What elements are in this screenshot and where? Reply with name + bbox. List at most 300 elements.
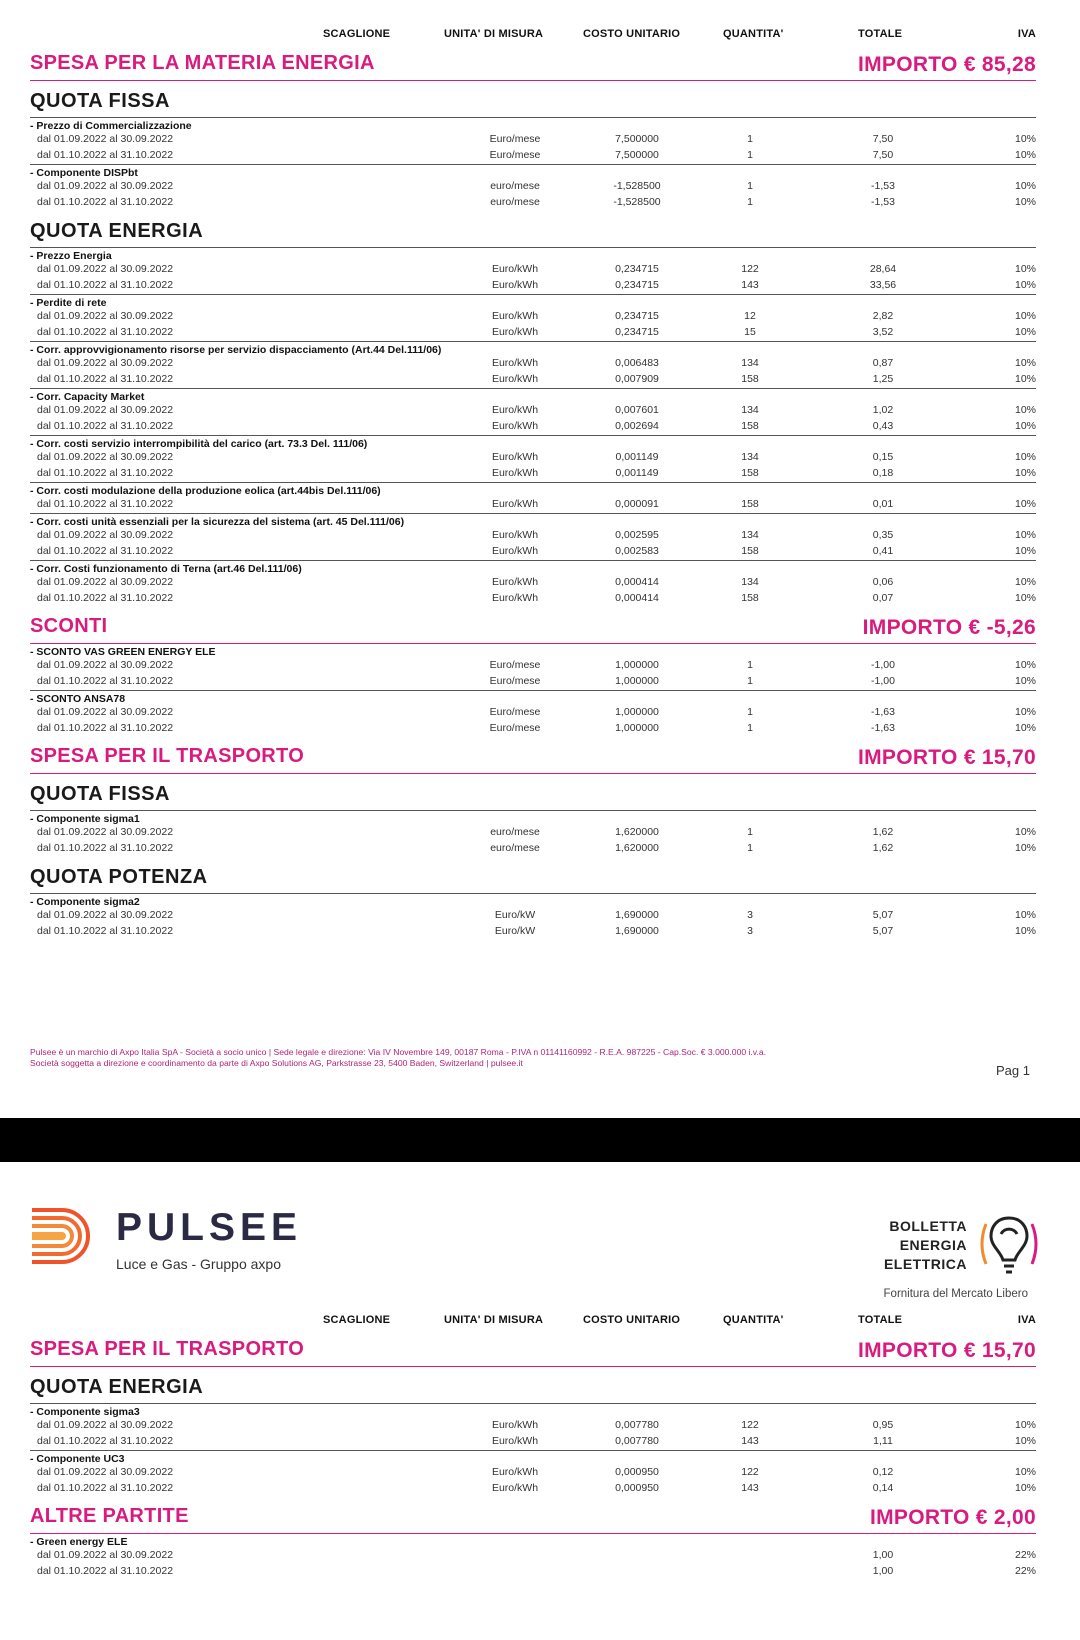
row-unita: Euro/kW bbox=[494, 909, 536, 921]
row-periodo: dal 01.10.2022 al 31.10.2022 bbox=[37, 326, 174, 338]
row-costo: 0,000414 bbox=[615, 592, 659, 604]
row-iva: 10% bbox=[1014, 420, 1036, 432]
row-totale: 0,41 bbox=[872, 545, 894, 557]
brand-tagline bbox=[116, 1256, 281, 1272]
row-costo: 0,001149 bbox=[615, 467, 659, 479]
row-totale: 1,11 bbox=[873, 1435, 893, 1447]
row-periodo: dal 01.09.2022 al 30.09.2022 bbox=[37, 909, 174, 921]
row-periodo: dal 01.10.2022 al 31.10.2022 bbox=[37, 592, 174, 604]
table-row bbox=[30, 179, 1036, 195]
row-unita: Euro/kWh bbox=[491, 1482, 539, 1494]
row-totale: 1,00 bbox=[872, 1565, 894, 1577]
row-unita: Euro/mese bbox=[489, 675, 541, 687]
row-quantita: 158 bbox=[741, 467, 759, 479]
row-unita: euro/mese bbox=[490, 826, 540, 838]
line-item-label: - Corr. costi unità essenziali per la sicurezza del sistema (art. 45 Del.111/06) bbox=[30, 516, 405, 528]
row-iva: 10% bbox=[1014, 279, 1036, 291]
section-amount: IMPORTO € -5,26 bbox=[862, 616, 1036, 639]
row-costo: 0,007909 bbox=[615, 373, 659, 385]
line-item-label: - Componente sigma1 bbox=[30, 813, 140, 825]
row-totale: 28,64 bbox=[869, 263, 897, 275]
row-costo: 1,000000 bbox=[615, 706, 659, 718]
row-costo: 1,000000 bbox=[615, 659, 659, 671]
row-unita: euro/mese bbox=[490, 180, 540, 192]
table-row bbox=[30, 403, 1036, 419]
row-periodo: dal 01.09.2022 al 30.09.2022 bbox=[37, 706, 174, 718]
row-costo: 0,000950 bbox=[615, 1466, 659, 1478]
row-unita: Euro/kWh bbox=[491, 529, 539, 541]
row-periodo: dal 01.10.2022 al 31.10.2022 bbox=[37, 373, 174, 385]
row-quantita: 1 bbox=[747, 706, 753, 718]
row-costo: -1,528500 bbox=[613, 180, 661, 192]
col-totale: TOTALE bbox=[858, 28, 903, 40]
row-periodo: dal 01.10.2022 al 31.10.2022 bbox=[37, 279, 174, 291]
line-item-group bbox=[30, 644, 1036, 691]
row-periodo: dal 01.10.2022 al 31.10.2022 bbox=[37, 196, 174, 208]
section-amount: IMPORTO € 15,70 bbox=[857, 746, 1036, 769]
item-groups bbox=[30, 248, 1036, 607]
table-row bbox=[30, 278, 1036, 294]
table-row bbox=[30, 325, 1036, 341]
table-row bbox=[30, 1548, 1036, 1564]
row-periodo: dal 01.10.2022 al 31.10.2022 bbox=[37, 545, 174, 557]
row-unita: Euro/kWh bbox=[491, 1466, 539, 1478]
row-costo: 0,000091 bbox=[615, 498, 659, 510]
line-item-label: - Corr. costi modulazione della produzione eolica (art.44bis Del.111/06) bbox=[30, 485, 381, 497]
row-quantita: 134 bbox=[741, 357, 759, 369]
row-quantita: 158 bbox=[741, 498, 759, 510]
row-iva: 10% bbox=[1014, 451, 1036, 463]
row-costo: 0,002595 bbox=[615, 529, 659, 541]
section-header bbox=[30, 1330, 1036, 1367]
row-costo: 0,007601 bbox=[615, 404, 659, 416]
row-quantita: 143 bbox=[741, 1482, 759, 1494]
row-unita: Euro/kWh bbox=[491, 310, 539, 322]
row-iva: 10% bbox=[1014, 1435, 1036, 1447]
table-row bbox=[30, 195, 1036, 211]
row-iva: 10% bbox=[1014, 925, 1036, 937]
row-quantita: 1 bbox=[747, 675, 753, 687]
line-item-group bbox=[30, 436, 1036, 483]
table-row bbox=[30, 841, 1036, 857]
subsection-header bbox=[30, 211, 1036, 248]
item-groups bbox=[30, 118, 1036, 211]
row-quantita: 1 bbox=[747, 722, 753, 734]
row-iva: 10% bbox=[1014, 498, 1036, 510]
col-iva: IVA bbox=[1017, 28, 1036, 40]
bill-title-line-3: ELETTRICA bbox=[883, 1256, 967, 1272]
row-costo: 0,007780 bbox=[615, 1435, 659, 1447]
row-unita: Euro/kWh bbox=[491, 467, 539, 479]
item-groups bbox=[30, 644, 1036, 737]
row-iva: 10% bbox=[1014, 1419, 1036, 1431]
page-2-sections bbox=[30, 1330, 1036, 1580]
section-header bbox=[30, 1497, 1036, 1534]
legal-footer bbox=[30, 1047, 1030, 1069]
table-row bbox=[30, 1434, 1036, 1450]
row-iva: 22% bbox=[1014, 1565, 1036, 1577]
row-costo: 1,000000 bbox=[615, 722, 659, 734]
line-item-group bbox=[30, 165, 1036, 211]
row-quantita: 158 bbox=[741, 545, 759, 557]
col-quantita: QUANTITA' bbox=[723, 28, 784, 40]
page-1-sections bbox=[30, 44, 1036, 940]
row-costo: 0,002583 bbox=[615, 545, 659, 557]
row-periodo: dal 01.10.2022 al 31.10.2022 bbox=[37, 498, 174, 510]
footer-line-1: Pulsee è un marchio di Axpo Italia SpA - Società a socio unico | Sede legale e direzione: Via IV Novembre 149, 00187 Roma - P.IVA n 01141160992 - R.E.A. 987225 - Cap.Soc. € 3.000.000 i.v.a. bbox=[30, 1047, 767, 1057]
row-unita: Euro/kWh bbox=[491, 498, 539, 510]
table-row bbox=[30, 309, 1036, 325]
col-unita: UNITA' DI MISURA bbox=[444, 28, 544, 40]
brand-name: PULSEE bbox=[116, 1206, 303, 1249]
row-quantita: 134 bbox=[741, 529, 759, 541]
row-totale: 5,07 bbox=[872, 909, 894, 921]
row-unita: Euro/kWh bbox=[491, 576, 539, 588]
line-item-group bbox=[30, 389, 1036, 436]
col-quantita: QUANTITA' bbox=[723, 1314, 784, 1326]
row-iva: 10% bbox=[1014, 722, 1036, 734]
row-costo: 0,234715 bbox=[615, 279, 659, 291]
row-unita: Euro/mese bbox=[489, 722, 541, 734]
table-row bbox=[30, 148, 1036, 164]
row-costo: 0,000414 bbox=[615, 576, 659, 588]
subsection-header bbox=[30, 1367, 1036, 1404]
row-iva: 10% bbox=[1014, 373, 1036, 385]
row-periodo: dal 01.10.2022 al 31.10.2022 bbox=[37, 722, 174, 734]
row-iva: 10% bbox=[1014, 545, 1036, 557]
row-quantita: 1 bbox=[747, 842, 753, 854]
col-costo: COSTO UNITARIO bbox=[583, 1314, 681, 1326]
row-unita: Euro/mese bbox=[489, 659, 541, 671]
row-iva: 10% bbox=[1014, 576, 1036, 588]
section-title: SPESA PER IL TRASPORTO bbox=[30, 1338, 305, 1360]
row-iva: 10% bbox=[1014, 706, 1036, 718]
row-iva: 10% bbox=[1014, 467, 1036, 479]
table-row bbox=[30, 721, 1036, 737]
page-number: Pag 1 bbox=[996, 1063, 1030, 1078]
row-iva: 10% bbox=[1014, 196, 1036, 208]
row-iva: 10% bbox=[1014, 1466, 1036, 1478]
section-header bbox=[30, 607, 1036, 644]
row-totale: 0,14 bbox=[872, 1482, 894, 1494]
table-row bbox=[30, 262, 1036, 278]
row-unita: Euro/kWh bbox=[491, 279, 539, 291]
table-row bbox=[30, 591, 1036, 607]
line-item-group bbox=[30, 514, 1036, 561]
line-item-label: - SCONTO VAS GREEN ENERGY ELE bbox=[30, 646, 216, 658]
row-iva: 10% bbox=[1014, 909, 1036, 921]
row-quantita: 1 bbox=[747, 180, 753, 192]
lightbulb-icon bbox=[974, 1212, 1044, 1283]
line-item-label: - Corr. Costi funzionamento di Terna (art.46 Del.111/06) bbox=[30, 563, 302, 575]
subsection-title: QUOTA FISSA bbox=[30, 783, 170, 805]
row-costo: 0,000950 bbox=[615, 1482, 659, 1494]
row-iva: 10% bbox=[1014, 659, 1036, 671]
row-quantita: 12 bbox=[744, 310, 756, 322]
subsection-header bbox=[30, 774, 1036, 811]
col-totale: TOTALE bbox=[858, 1314, 903, 1326]
row-iva: 10% bbox=[1014, 133, 1036, 145]
line-item-group bbox=[30, 483, 1036, 514]
subsection-title: QUOTA ENERGIA bbox=[30, 220, 204, 242]
row-unita: Euro/kWh bbox=[491, 420, 539, 432]
row-quantita: 122 bbox=[741, 263, 759, 275]
row-totale: -1,00 bbox=[871, 675, 895, 687]
row-quantita: 15 bbox=[744, 326, 756, 338]
row-totale: 2,82 bbox=[872, 310, 894, 322]
row-totale: -1,00 bbox=[871, 659, 895, 671]
line-item-label: - Componente UC3 bbox=[30, 1453, 125, 1465]
bill-title-line-1: BOLLETTA bbox=[889, 1218, 967, 1234]
row-periodo: dal 01.09.2022 al 30.09.2022 bbox=[37, 133, 174, 145]
bill-page-2 bbox=[0, 1162, 1080, 1640]
row-costo: 1,620000 bbox=[615, 826, 659, 838]
row-totale: 0,18 bbox=[872, 467, 894, 479]
row-quantita: 1 bbox=[747, 826, 753, 838]
row-iva: 10% bbox=[1014, 675, 1036, 687]
row-periodo: dal 01.09.2022 al 30.09.2022 bbox=[37, 1466, 174, 1478]
market-label: Fornitura del Mercato Libero bbox=[883, 1288, 1028, 1300]
row-unita: Euro/kW bbox=[494, 925, 536, 937]
row-costo: 0,234715 bbox=[615, 326, 659, 338]
section-title: SPESA PER IL TRASPORTO bbox=[30, 745, 305, 767]
table-row bbox=[30, 658, 1036, 674]
row-totale: 33,56 bbox=[869, 279, 897, 291]
row-quantita: 134 bbox=[741, 576, 759, 588]
subsection-title: QUOTA POTENZA bbox=[30, 866, 208, 888]
row-costo: 7,500000 bbox=[615, 133, 659, 145]
line-item-label: - Perdite di rete bbox=[30, 297, 107, 309]
line-item-group bbox=[30, 248, 1036, 295]
row-periodo: dal 01.09.2022 al 30.09.2022 bbox=[37, 357, 174, 369]
row-totale: -1,63 bbox=[871, 722, 895, 734]
row-quantita: 1 bbox=[747, 659, 753, 671]
row-totale: 0,01 bbox=[872, 498, 894, 510]
row-periodo: dal 01.10.2022 al 31.10.2022 bbox=[37, 149, 174, 161]
row-iva: 10% bbox=[1014, 842, 1036, 854]
section-amount: IMPORTO € 85,28 bbox=[857, 53, 1036, 76]
table-row bbox=[30, 908, 1036, 924]
line-item-label: - Prezzo Energia bbox=[30, 250, 112, 262]
table-row bbox=[30, 544, 1036, 560]
row-periodo: dal 01.09.2022 al 30.09.2022 bbox=[37, 529, 174, 541]
bill-title bbox=[884, 1217, 967, 1274]
row-totale: -1,53 bbox=[871, 196, 895, 208]
row-unita: Euro/kWh bbox=[491, 404, 539, 416]
line-item-label: - Componente DISPbt bbox=[30, 167, 138, 179]
row-costo: 0,001149 bbox=[615, 451, 659, 463]
row-periodo: dal 01.10.2022 al 31.10.2022 bbox=[37, 1565, 174, 1577]
row-quantita: 1 bbox=[747, 149, 753, 161]
bill-title-line-2: ENERGIA bbox=[899, 1237, 967, 1253]
line-item-group bbox=[30, 691, 1036, 737]
row-periodo: dal 01.09.2022 al 30.09.2022 bbox=[37, 404, 174, 416]
row-costo: 1,620000 bbox=[615, 842, 659, 854]
row-totale: 0,07 bbox=[872, 592, 894, 604]
table-row bbox=[30, 674, 1036, 690]
row-quantita: 3 bbox=[747, 909, 753, 921]
row-iva: 10% bbox=[1014, 326, 1036, 338]
row-totale: 0,15 bbox=[872, 451, 894, 463]
row-quantita: 122 bbox=[741, 1466, 759, 1478]
section-title: SPESA PER LA MATERIA ENERGIA bbox=[30, 52, 375, 74]
line-item-group bbox=[30, 811, 1036, 857]
section-title: SCONTI bbox=[30, 615, 108, 637]
item-groups bbox=[30, 894, 1036, 940]
subsection-header bbox=[30, 857, 1036, 894]
section-amount: IMPORTO € 2,00 bbox=[869, 1506, 1036, 1529]
row-periodo: dal 01.10.2022 al 31.10.2022 bbox=[37, 1435, 174, 1447]
section-header bbox=[30, 44, 1036, 81]
row-totale: 0,12 bbox=[872, 1466, 894, 1478]
row-periodo: dal 01.09.2022 al 30.09.2022 bbox=[37, 826, 174, 838]
table-row bbox=[30, 132, 1036, 148]
row-iva: 10% bbox=[1014, 263, 1036, 275]
row-costo: 0,002694 bbox=[615, 420, 659, 432]
row-iva: 10% bbox=[1014, 310, 1036, 322]
table-row bbox=[30, 1564, 1036, 1580]
col-iva: IVA bbox=[1017, 1314, 1036, 1326]
row-totale: 1,62 bbox=[872, 826, 894, 838]
row-quantita: 143 bbox=[741, 1435, 759, 1447]
line-item-group bbox=[30, 118, 1036, 165]
row-totale: 7,50 bbox=[872, 149, 894, 161]
row-totale: 0,43 bbox=[872, 420, 894, 432]
row-totale: 0,95 bbox=[872, 1419, 894, 1431]
row-iva: 10% bbox=[1014, 1482, 1036, 1494]
row-periodo: dal 01.09.2022 al 30.09.2022 bbox=[37, 576, 174, 588]
row-iva: 10% bbox=[1014, 826, 1036, 838]
table-row bbox=[30, 575, 1036, 591]
col-scaglione: SCAGLIONE bbox=[323, 28, 391, 40]
row-unita: euro/mese bbox=[490, 196, 540, 208]
line-item-label: - Componente sigma2 bbox=[30, 896, 140, 908]
line-item-group bbox=[30, 342, 1036, 389]
row-costo: 0,234715 bbox=[615, 263, 659, 275]
subsection-title: QUOTA FISSA bbox=[30, 90, 170, 112]
row-iva: 10% bbox=[1014, 149, 1036, 161]
row-periodo: dal 01.09.2022 al 30.09.2022 bbox=[37, 310, 174, 322]
row-iva: 10% bbox=[1014, 404, 1036, 416]
table-row bbox=[30, 450, 1036, 466]
line-item-group bbox=[30, 1451, 1036, 1497]
line-item-group bbox=[30, 561, 1036, 607]
row-unita: Euro/kWh bbox=[491, 592, 539, 604]
page-1-content bbox=[30, 24, 1036, 940]
row-costo: 0,006483 bbox=[615, 357, 659, 369]
row-totale: 1,25 bbox=[872, 373, 894, 385]
line-item-label: - Corr. costi servizio interrompibilità del carico (art. 73.3 Del. 111/06) bbox=[30, 438, 368, 450]
line-item-group bbox=[30, 295, 1036, 342]
row-totale: 0,06 bbox=[872, 576, 894, 588]
row-periodo: dal 01.09.2022 al 30.09.2022 bbox=[37, 451, 174, 463]
col-scaglione: SCAGLIONE bbox=[323, 1314, 391, 1326]
row-quantita: 134 bbox=[741, 451, 759, 463]
row-totale: 3,52 bbox=[872, 326, 894, 338]
row-costo: 1,690000 bbox=[615, 909, 659, 921]
row-unita: Euro/kWh bbox=[491, 451, 539, 463]
row-costo: 0,007780 bbox=[615, 1419, 659, 1431]
row-totale: 1,62 bbox=[872, 842, 894, 854]
row-unita: Euro/kWh bbox=[491, 1435, 539, 1447]
row-periodo: dal 01.09.2022 al 30.09.2022 bbox=[37, 659, 174, 671]
table-row bbox=[30, 825, 1036, 841]
item-groups bbox=[30, 1534, 1036, 1580]
row-periodo: dal 01.09.2022 al 30.09.2022 bbox=[37, 1549, 174, 1561]
row-unita: Euro/mese bbox=[489, 149, 541, 161]
row-periodo: dal 01.10.2022 al 31.10.2022 bbox=[37, 467, 174, 479]
row-totale: -1,53 bbox=[871, 180, 895, 192]
row-unita: Euro/mese bbox=[489, 133, 541, 145]
row-quantita: 143 bbox=[741, 279, 759, 291]
table-row bbox=[30, 372, 1036, 388]
page-separator bbox=[0, 1118, 1080, 1162]
row-quantita: 158 bbox=[741, 420, 759, 432]
row-iva: 10% bbox=[1014, 529, 1036, 541]
row-costo: 1,000000 bbox=[615, 675, 659, 687]
page-2-content bbox=[30, 1310, 1036, 1580]
row-quantita: 122 bbox=[741, 1419, 759, 1431]
item-groups bbox=[30, 811, 1036, 857]
row-totale: 0,87 bbox=[872, 357, 894, 369]
line-item-label: - Green energy ELE bbox=[30, 1536, 128, 1548]
row-periodo: dal 01.09.2022 al 30.09.2022 bbox=[37, 180, 174, 192]
footer-line-2: Società soggetta a direzione e coordinamento da parte di Axpo Solutions AG, Parkstrasse 23, 5400 Baden, Switzerland | pulsee.it bbox=[30, 1058, 523, 1068]
item-groups bbox=[30, 1404, 1036, 1497]
line-item-label: - SCONTO ANSA78 bbox=[30, 693, 126, 705]
table-row bbox=[30, 466, 1036, 482]
row-quantita: 3 bbox=[747, 925, 753, 937]
row-totale: 1,02 bbox=[872, 404, 894, 416]
pulsee-logo-icon bbox=[30, 1206, 94, 1271]
row-costo: 1,690000 bbox=[615, 925, 659, 937]
line-item-label: - Prezzo di Commercializzazione bbox=[30, 120, 192, 132]
axpo-logo: axpo bbox=[250, 1256, 281, 1272]
row-periodo: dal 01.10.2022 al 31.10.2022 bbox=[37, 842, 174, 854]
row-periodo: dal 01.10.2022 al 31.10.2022 bbox=[37, 420, 174, 432]
row-iva: 10% bbox=[1014, 180, 1036, 192]
row-unita: Euro/kWh bbox=[491, 357, 539, 369]
table-row bbox=[30, 1418, 1036, 1434]
line-item-group bbox=[30, 1534, 1036, 1580]
row-unita: Euro/kWh bbox=[491, 263, 539, 275]
row-periodo: dal 01.10.2022 al 31.10.2022 bbox=[37, 925, 174, 937]
tagline-text: Luce e Gas - Gruppo bbox=[116, 1256, 247, 1272]
line-item-label: - Corr. approvvigionamento risorse per servizio dispacciamento (Art.44 Del.111/06) bbox=[30, 344, 442, 356]
row-periodo: dal 01.09.2022 al 30.09.2022 bbox=[37, 263, 174, 275]
row-costo: 7,500000 bbox=[615, 149, 659, 161]
row-costo: 0,234715 bbox=[615, 310, 659, 322]
row-periodo: dal 01.09.2022 al 30.09.2022 bbox=[37, 1419, 174, 1431]
row-iva: 10% bbox=[1014, 357, 1036, 369]
row-periodo: dal 01.10.2022 al 31.10.2022 bbox=[37, 675, 174, 687]
section-header bbox=[30, 737, 1036, 774]
row-periodo: dal 01.10.2022 al 31.10.2022 bbox=[37, 1482, 174, 1494]
row-totale: 5,07 bbox=[872, 925, 894, 937]
row-unita: Euro/kWh bbox=[491, 545, 539, 557]
table-row bbox=[30, 705, 1036, 721]
table-row bbox=[30, 356, 1036, 372]
column-header bbox=[30, 24, 1036, 44]
row-unita: Euro/kWh bbox=[491, 1419, 539, 1431]
row-quantita: 1 bbox=[747, 196, 753, 208]
row-totale: 1,00 bbox=[872, 1549, 894, 1561]
row-iva: 10% bbox=[1014, 592, 1036, 604]
col-costo: COSTO UNITARIO bbox=[583, 28, 681, 40]
row-unita: Euro/mese bbox=[489, 706, 541, 718]
column-header bbox=[30, 1310, 1036, 1330]
col-unita: UNITA' DI MISURA bbox=[444, 1314, 544, 1326]
